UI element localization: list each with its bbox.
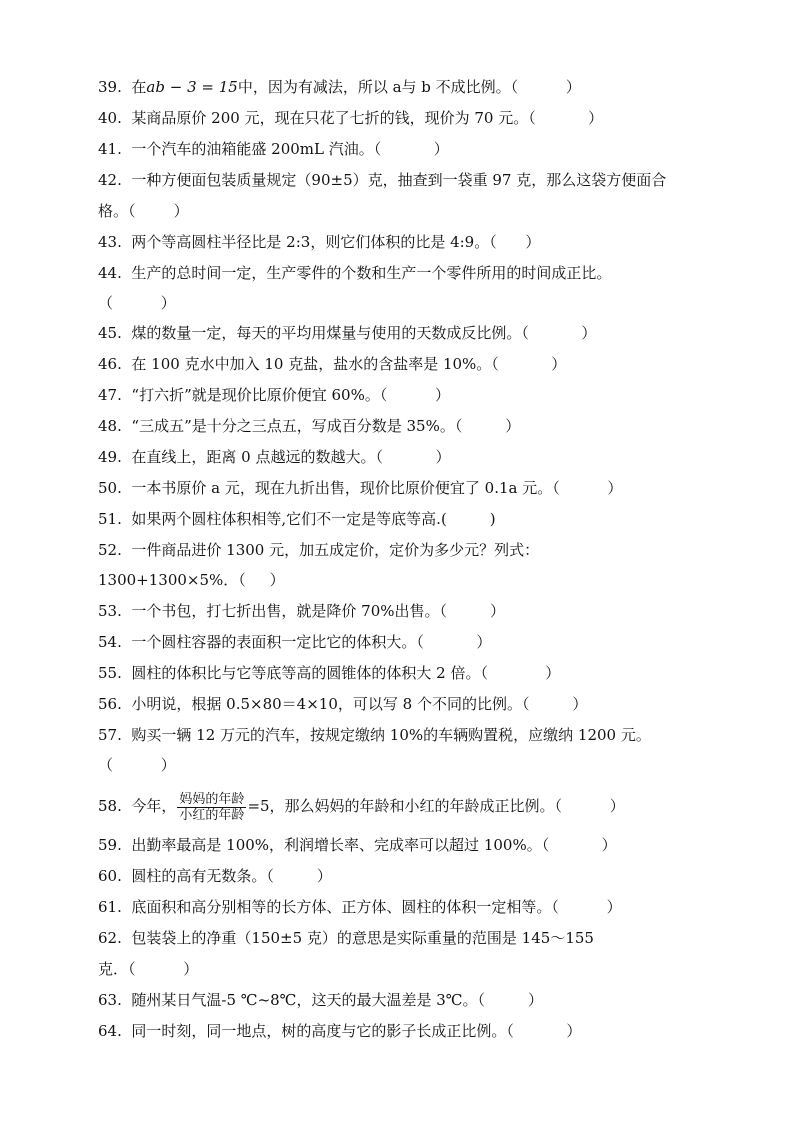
question-55 (98, 663, 560, 683)
answer-close: ） (160, 756, 176, 774)
question-text-continued: （ (98, 756, 114, 774)
question-number: 40. (98, 109, 122, 127)
question-50 (98, 478, 622, 498)
question-text: 一本书原价 a 元，现在九折出售，现价比原价便宜了 0.1a 元。（ (131, 479, 560, 497)
answer-close: ） (476, 633, 492, 651)
question-45 (98, 323, 596, 343)
question-62 (98, 928, 594, 948)
answer-blank[interactable] (136, 201, 174, 221)
answer-blank[interactable] (424, 632, 476, 652)
answer-blank[interactable] (497, 232, 526, 252)
answer-close: ） (183, 960, 199, 978)
math-expression: ab − 3 = 15 (146, 78, 238, 96)
question-text: 在 100 克水中加入 10 克盐，盐水的含盐率是 10%。（ (131, 355, 499, 373)
answer-close: ） (435, 386, 451, 404)
answer-blank[interactable] (529, 323, 581, 343)
answer-blank[interactable] (387, 385, 435, 405)
question-62-continued (98, 959, 198, 979)
question-57 (98, 725, 651, 745)
question-number: 45. (98, 324, 122, 342)
question-text: =5，那么妈妈的年龄和小红的年龄成正比例。（ (247, 797, 563, 815)
question-60 (98, 866, 332, 886)
question-text: 煤的数量一定，每天的平均用煤量与使用的天数成反比例。（ (131, 324, 529, 342)
question-number: 50. (98, 479, 122, 497)
answer-blank[interactable] (499, 354, 551, 374)
answer-blank[interactable] (485, 990, 528, 1010)
answer-close: ） (607, 479, 623, 497)
question-57-continued (98, 755, 176, 775)
question-46 (98, 354, 566, 374)
question-text-continued: （ (98, 294, 114, 312)
question-text: 一件商品进价 1300 元，加五成定价，定价为多少元？列式： (131, 541, 540, 559)
question-text: 一个书包，打七折出售，就是降价 70%出售。（ (131, 602, 448, 620)
answer-blank[interactable] (274, 866, 317, 886)
answer-close: ） (435, 448, 451, 466)
answer-close: ） (551, 355, 567, 373)
answer-blank[interactable] (136, 959, 184, 979)
question-39 (98, 77, 581, 97)
question-number: 61. (98, 898, 122, 916)
question-text: 如果两个圆柱体积相等,它们不一定是等底等高.( (131, 510, 447, 528)
question-number: 44. (98, 264, 122, 282)
answer-blank[interactable] (488, 663, 545, 683)
question-number: 56. (98, 695, 122, 713)
question-text: 购买一辆 12 万元的汽车，按规定缴纳 10%的车辆购置税，应缴纳 1200 元。 (131, 726, 651, 744)
question-text: 一个汽车的油箱能盛 200mL 汽油。（ (131, 140, 382, 158)
question-text: 出勤率最高是 100%，利润增长率、完成率可以超过 100%。（ (131, 836, 550, 854)
answer-blank[interactable] (529, 694, 572, 714)
question-number: 62. (98, 929, 122, 947)
answer-close: ) (489, 510, 496, 528)
question-40 (98, 108, 603, 128)
question-text-prefix: 今年， (131, 797, 177, 815)
answer-blank[interactable] (113, 755, 161, 775)
question-53 (98, 601, 505, 621)
question-number: 48. (98, 417, 122, 435)
question-text-prefix: 在 (131, 78, 147, 96)
answer-close: ） (316, 867, 332, 885)
question-text-continued: 克．（ (98, 960, 136, 978)
question-58 (98, 790, 625, 823)
question-number: 53. (98, 602, 122, 620)
answer-close: ） (601, 836, 617, 854)
question-text: 在直线上，距离 0 点越远的数越大。（ (131, 448, 383, 466)
question-number: 47. (98, 386, 122, 404)
answer-close: ） (588, 109, 604, 127)
question-52 (98, 540, 539, 560)
question-number: 49. (98, 448, 122, 466)
question-text-continued: 格。（ (98, 202, 136, 220)
question-number: 58. (98, 797, 122, 815)
question-number: 51. (98, 510, 122, 528)
question-52-continued (98, 570, 285, 590)
answer-close: ） (609, 797, 625, 815)
answer-close: ） (606, 898, 622, 916)
question-64 (98, 1021, 581, 1041)
question-text: 小明说，根据 0.5×80＝4×10，可以写 8 个不同的比例。（ (131, 695, 530, 713)
question-text: 某商品原价 200 元，现在只花了七折的钱，现价为 70 元。（ (131, 109, 536, 127)
question-44-continued (98, 293, 176, 313)
answer-close: ） (433, 140, 449, 158)
question-number: 55. (98, 664, 122, 682)
question-56 (98, 694, 587, 714)
fraction-denominator: 小红的年龄 (179, 807, 245, 823)
answer-close: ） (572, 695, 588, 713)
question-text: 圆柱的高有无数条。（ (131, 867, 274, 885)
answer-blank[interactable] (518, 77, 566, 97)
question-42-continued (98, 201, 189, 221)
fraction (177, 792, 246, 823)
answer-blank[interactable] (447, 601, 490, 621)
question-49 (98, 447, 450, 467)
question-54 (98, 632, 491, 652)
question-number: 54. (98, 633, 122, 651)
question-text: 圆柱的体积比与它等底等高的圆锥体的体积大 2 倍。（ (131, 664, 488, 682)
answer-blank[interactable] (514, 1021, 566, 1041)
answer-close: ） (489, 602, 505, 620)
question-47 (98, 385, 450, 405)
question-48 (98, 416, 520, 436)
question-42 (98, 170, 666, 190)
question-63 (98, 990, 543, 1010)
question-number: 59. (98, 836, 122, 854)
question-text: 中，因为有减法，所以 a与 b 不成比例。（ (237, 78, 519, 96)
answer-blank[interactable] (447, 509, 490, 529)
question-text: “打六折”就是现价比原价便宜 60%。（ (131, 386, 388, 404)
question-number: 64. (98, 1022, 122, 1040)
answer-blank[interactable] (549, 835, 601, 855)
answer-close: ） (527, 991, 543, 1009)
answer-blank[interactable] (462, 416, 505, 436)
answer-blank[interactable] (536, 108, 588, 128)
question-41 (98, 139, 449, 159)
answer-blank[interactable] (246, 570, 270, 590)
question-number: 39. (98, 78, 122, 96)
question-number: 57. (98, 726, 122, 744)
question-number: 60. (98, 867, 122, 885)
answer-blank[interactable] (559, 897, 607, 917)
question-text: 生产的总时间一定，生产零件的个数和生产一个零件所用的时间成正比。 (131, 264, 612, 282)
answer-blank[interactable] (560, 478, 608, 498)
answer-blank[interactable] (113, 293, 161, 313)
question-44 (98, 263, 611, 283)
answer-close: ） (173, 202, 189, 220)
answer-close: ） (160, 294, 176, 312)
answer-blank[interactable] (562, 790, 610, 822)
answer-close: ） (581, 324, 597, 342)
answer-close: ） (505, 417, 521, 435)
question-text: 一种方便面包装质量规定（90±5）克，抽查到一袋重 97 克，那么这袋方便面合 (131, 171, 667, 189)
question-text: 一个圆柱容器的表面积一定比它的体积大。（ (131, 633, 424, 651)
answer-blank[interactable] (383, 447, 435, 467)
question-59 (98, 835, 617, 855)
fraction-numerator: 妈妈的年龄 (179, 791, 245, 807)
question-number: 52. (98, 541, 122, 559)
answer-close: ） (566, 1022, 582, 1040)
question-61 (98, 897, 622, 917)
answer-close: ） (269, 571, 285, 589)
question-number: 63. (98, 991, 122, 1009)
question-51 (98, 509, 496, 529)
question-number: 43. (98, 233, 122, 251)
answer-close: ） (565, 78, 581, 96)
question-number: 42. (98, 171, 122, 189)
question-number: 46. (98, 355, 122, 373)
question-text: 同一时刻，同一地点，树的高度与它的影子长成正比例。（ (131, 1022, 514, 1040)
answer-close: ） (525, 233, 541, 251)
answer-blank[interactable] (381, 139, 433, 159)
answer-close: ） (545, 664, 561, 682)
question-text-continued: 1300+1300×5%．（ (98, 571, 246, 589)
question-text: “三成五”是十分之三点五，写成百分数是 35%。（ (131, 417, 463, 435)
question-text: 两个等高圆柱半径比是 2:3，则它们体积的比是 4:9。（ (131, 233, 497, 251)
question-43 (98, 232, 540, 252)
question-number: 41. (98, 140, 122, 158)
question-text: 底面积和高分别相等的长方体、正方体、圆柱的体积一定相等。（ (131, 898, 559, 916)
question-text: 随州某日气温-5 ℃~8℃，这天的最大温差是 3℃。（ (131, 991, 486, 1009)
question-text: 包装袋上的净重（150±5 克）的意思是实际重量的范围是 145～155 (131, 929, 594, 947)
